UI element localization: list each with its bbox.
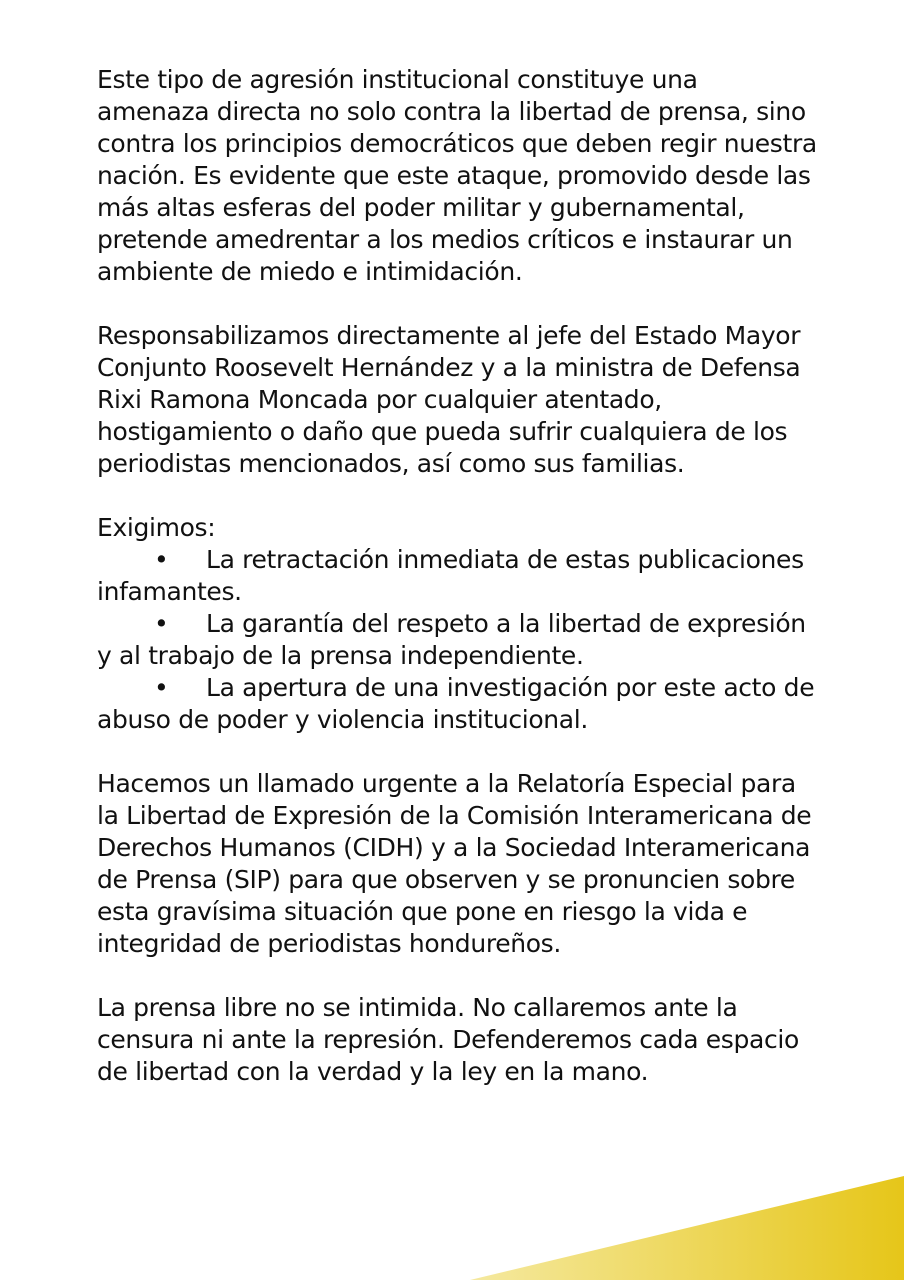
demands-label: Exigimos: <box>97 513 216 542</box>
yellow-wedge <box>470 1176 904 1280</box>
demand-text: La retractación inmediata de estas publicaciones infamantes. <box>97 545 804 606</box>
bullet-icon: • <box>154 673 169 702</box>
paragraph-closing: La prensa libre no se intimida. No callaremos ante la censura ni ante la represión. Defenderemos cada espacio de libertad con la verdad y la ley en la mano. <box>97 993 799 1086</box>
list-item <box>97 672 817 736</box>
demand-text: La garantía del respeto a la libertad de expresión y al trabajo de la prensa independiente. <box>97 609 806 670</box>
paragraph-appeal: Hacemos un llamado urgente a la Relatoría Especial para la Libertad de Expresión de la Comisión Interamericana de Derechos Humanos (CIDH) y a la Sociedad Interamericana de Prensa (SIP) para que observen y se pronuncien sobre esta gravísima situación que pone en riesgo la vida e integridad de periodistas hondureños. <box>97 769 812 958</box>
paragraph-aggression: Este tipo de agresión institucional constituye una amenaza directa no solo contra la libertad de prensa, sino contra los principios democráticos que deben regir nuestra nación. Es evidente que este ataque, promovido desde las más altas esferas del poder militar y gubernamental, pretende amedrentar a los medios críticos e instaurar un ambiente de miedo e intimidación. <box>97 65 817 286</box>
bullet-icon: • <box>154 609 169 638</box>
demand-text: La apertura de una investigación por este acto de abuso de poder y violencia institucional. <box>97 673 815 734</box>
demands-list <box>97 544 817 736</box>
paragraph-responsibility: Responsabilizamos directamente al jefe del Estado Mayor Conjunto Roosevelt Hernández y a la ministra de Defensa Rixi Ramona Moncada por cualquier atentado, hostigamiento o daño que pueda sufrir cualquiera de los periodistas mencionados, así como sus familias. <box>97 321 801 478</box>
bullet-icon: • <box>154 545 169 574</box>
list-item <box>97 608 817 672</box>
list-item <box>97 544 817 608</box>
document-body <box>97 64 817 1120</box>
